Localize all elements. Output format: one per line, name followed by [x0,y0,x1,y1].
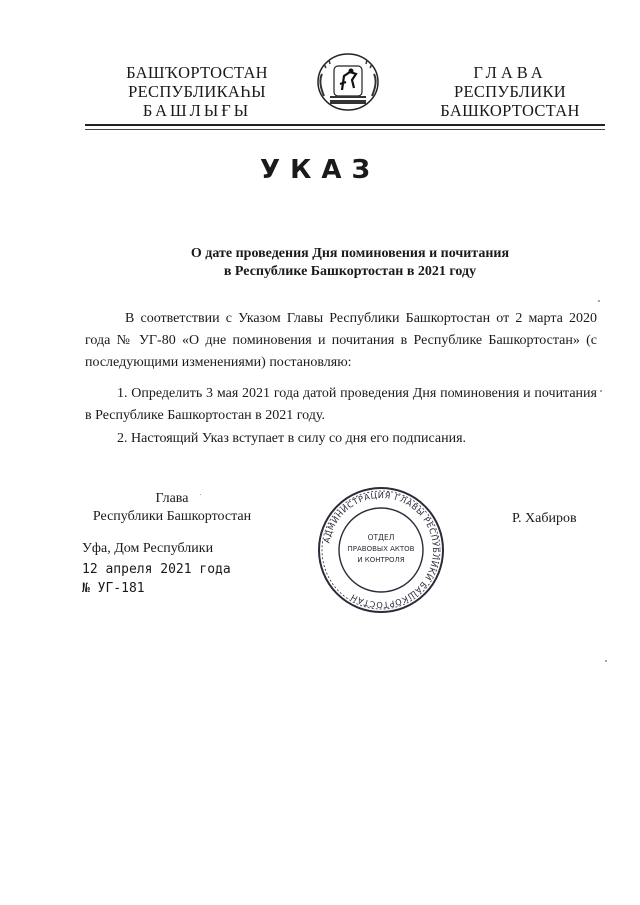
signatory-title [82,490,262,526]
header-divider-thin [85,129,605,130]
signatory-title-line: Республики Башкортостан [92,509,252,524]
header-left-line: РЕСПУБЛИКАҺЫ [128,82,266,101]
body-paragraph: В соответствии с Указом Главы Республики Башкортостан от 2 марта 2020 года № УГ-80 «О дне поминовения и почитания в Республике Башкортостан» (с последующими изменениями) постановляю: [85,311,597,370]
header-right-line: РЕСПУБЛИКИ [454,82,566,101]
stamp-inner-line: ОТДЕЛ [367,533,395,542]
subject-line: О дате проведения Дня поминовения и почитания [190,246,510,261]
subject-line: в Республике Башкортостан в 2021 году [223,264,477,279]
header-right-block [420,63,600,120]
body-paragraph: 2. Настоящий Указ вступает в силу со дня его подписания. [117,431,467,446]
document-subject [90,245,610,281]
signatory-title-line: Глава [155,491,189,506]
header-divider-thick [85,124,605,126]
bashkortostan-emblem-icon [312,52,384,112]
header-left-block [112,63,282,120]
body-paragraph: 1. Определить 3 мая 2021 года датой проведения Дня поминовения и почитания в Республике Башкортостан в 2021 году. [85,386,597,423]
header-right-line: БАШКОРТОСТАН [440,101,580,120]
issue-place: Уфа, Дом Республики [82,541,214,556]
official-stamp [316,485,446,615]
scan-speck [200,494,201,495]
signatory-name: Р. Хабиров [512,511,577,526]
decree-number: № УГ-181 [82,581,145,596]
header-left-line: БАШҠОРТОСТАН [126,63,268,82]
issue-date-block [82,560,231,598]
scan-speck [600,390,602,392]
scan-speck [598,300,600,302]
header-right-line: ГЛАВА [473,63,547,82]
stamp-outer-text: АДМИНИСТРАЦИЯ ГЛАВЫ РЕСПУБЛИКИ БАШКОРТОСТАН [321,489,442,611]
stamp-inner-line: И КОНТРОЛЯ [357,556,405,564]
issue-date: 12 апреля 2021 года [82,562,231,577]
stamp-inner-line: ПРАВОВЫХ АКТОВ [347,545,415,553]
header-left-line: БАШЛЫҒЫ [142,101,252,120]
scan-speck [605,660,607,662]
document-title: УКАЗ [260,155,380,185]
